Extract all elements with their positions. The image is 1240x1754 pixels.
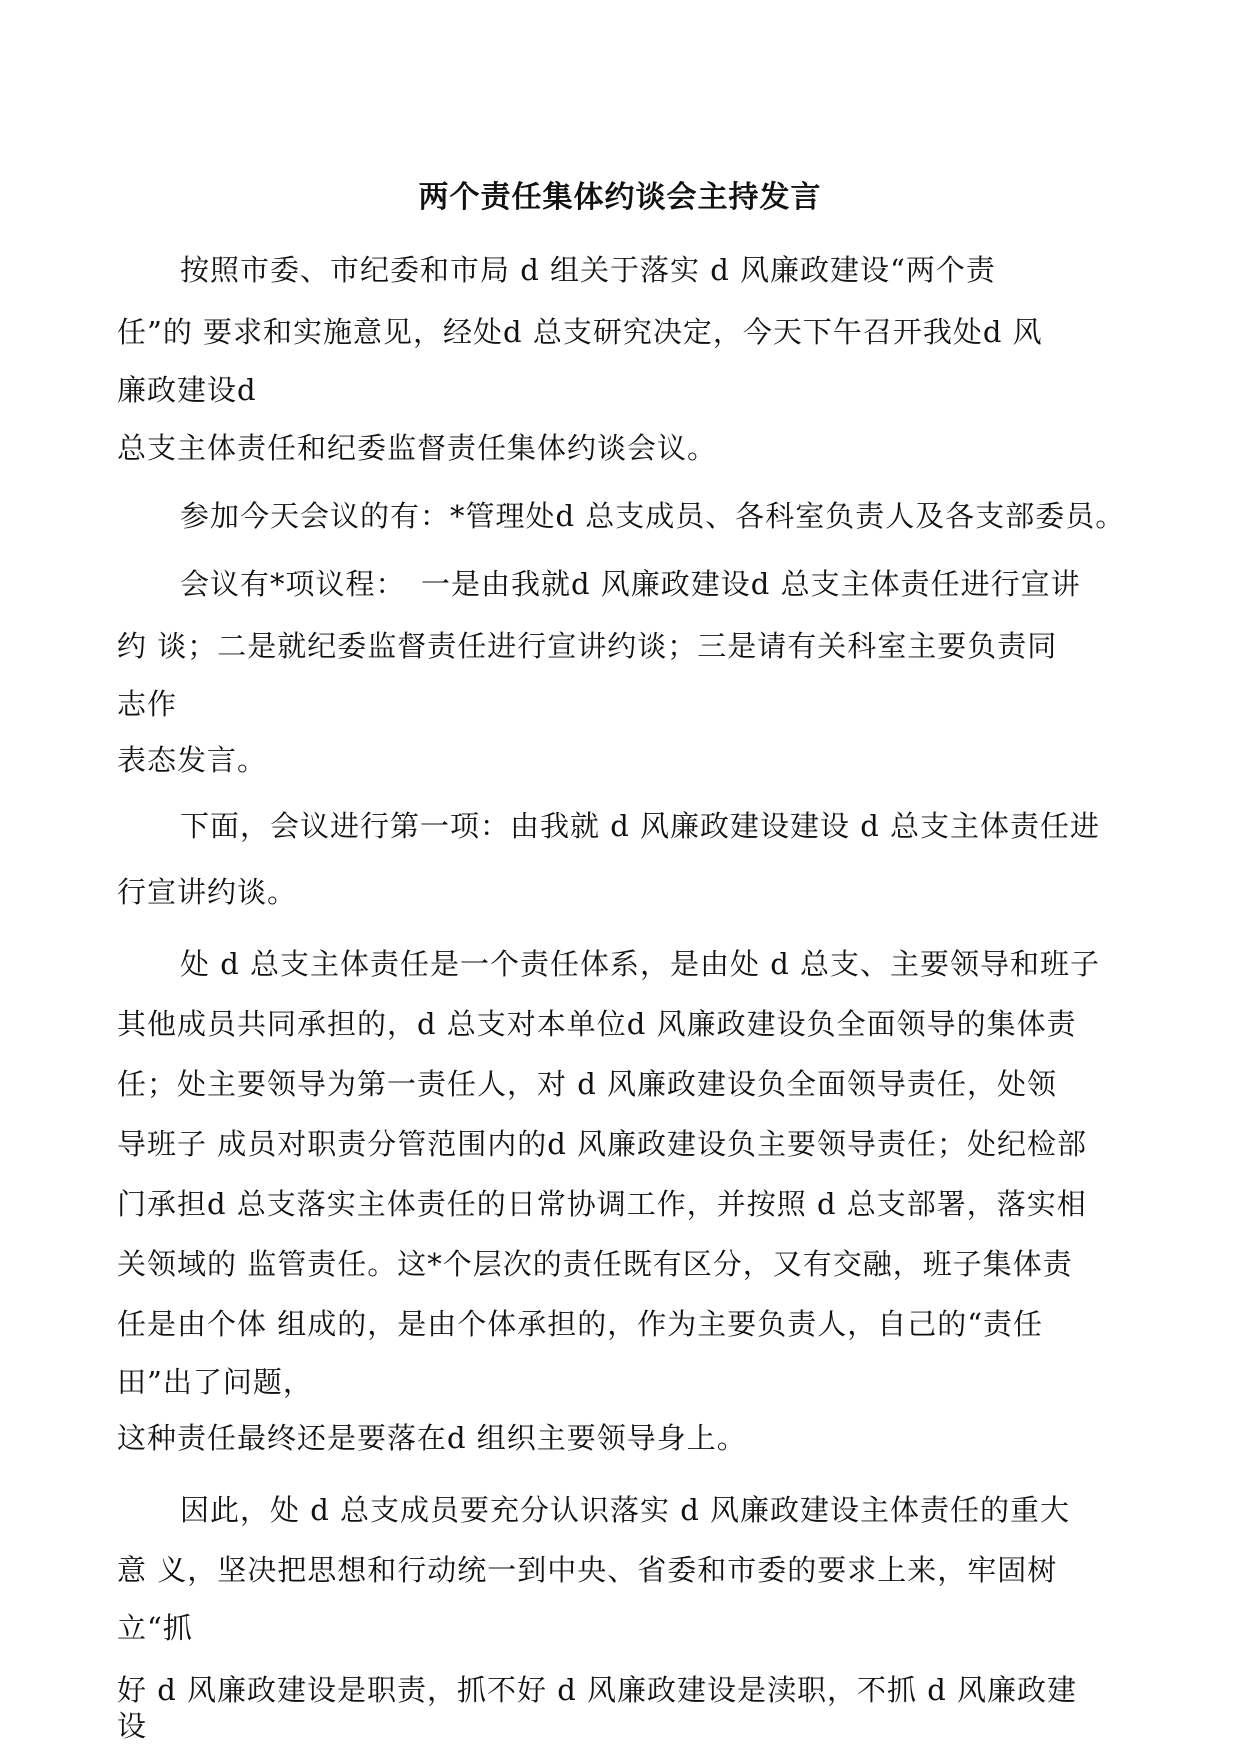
- paragraph-line: 任”的 要求和实施意见，经处d 总支研究决定，今天下午召开我处d 风: [117, 315, 1043, 349]
- paragraph-line: 设: [117, 1709, 148, 1743]
- paragraph-line: 处 d 总支主体责任是一个责任体系，是由处 d 总支、主要领导和班子: [180, 947, 1101, 981]
- paragraph-line: 约 谈；二是就纪委监督责任进行宣讲约谈；三是请有关科室主要负责同: [117, 629, 1058, 663]
- paragraph-line: 任是由个体 组成的，是由个体承担的，作为主要负责人，自己的“责任: [117, 1307, 1044, 1341]
- paragraph-line: 表态发言。: [117, 743, 268, 777]
- paragraph-line: 好 d 风廉政建设是职责，抓不好 d 风廉政建设是渎职，不抓 d 风廉政建: [117, 1673, 1078, 1707]
- paragraph-line: 行宣讲约谈。: [117, 875, 298, 909]
- paragraph-line: 立“抓: [117, 1611, 193, 1645]
- paragraph-line: 因此，处 d 总支成员要充分认识落实 d 风廉政建设主体责任的重大: [180, 1493, 1071, 1527]
- paragraph-line: 下面，会议进行第一项：由我就 d 风廉政建设建设 d 总支主体责任进: [180, 809, 1101, 843]
- paragraph-line: 导班子 成员对职责分管范围内的d 风廉政建设负主要领导责任；处纪检部: [117, 1127, 1088, 1161]
- paragraph-line: 田”出了问题，: [117, 1365, 313, 1399]
- paragraph-line: 任；处主要领导为第一责任人，对 d 风廉政建设负全面领导责任，处领: [117, 1067, 1058, 1101]
- paragraph-line: 关领域的 监管责任。这*个层次的责任既有区分，又有交融，班子集体责: [117, 1247, 1073, 1281]
- paragraph-line: 按照市委、市纪委和市局 d 组关于落实 d 风廉政建设“两个责: [180, 253, 996, 287]
- paragraph-line: 这种责任最终还是要落在d 组织主要领导身上。: [117, 1421, 747, 1455]
- document-title: 两个责任集体约谈会主持发言: [418, 180, 822, 215]
- paragraph-line: 其他成员共同承担的，d 总支对本单位d 风廉政建设负全面领导的集体责: [117, 1007, 1077, 1041]
- paragraph-line: 志作: [117, 687, 178, 721]
- paragraph-line: 参加今天会议的有：*管理处d 总支成员、各科室负责人及各支部委员。: [180, 499, 1126, 533]
- paragraph-line: 总支主体责任和纪委监督责任集体约谈会议。: [117, 431, 718, 465]
- paragraph-line: 廉政建设d: [117, 373, 257, 407]
- paragraph-line: 会议有*项议程： 一是由我就d 风廉政建设d 总支主体责任进行宣讲: [180, 567, 1081, 601]
- paragraph-line: 门承担d 总支落实主体责任的日常协调工作，并按照 d 总支部署，落实相: [117, 1187, 1087, 1221]
- paragraph-line: 意 义，坚决把思想和行动统一到中央、省委和市委的要求上来，牢固树: [117, 1553, 1058, 1587]
